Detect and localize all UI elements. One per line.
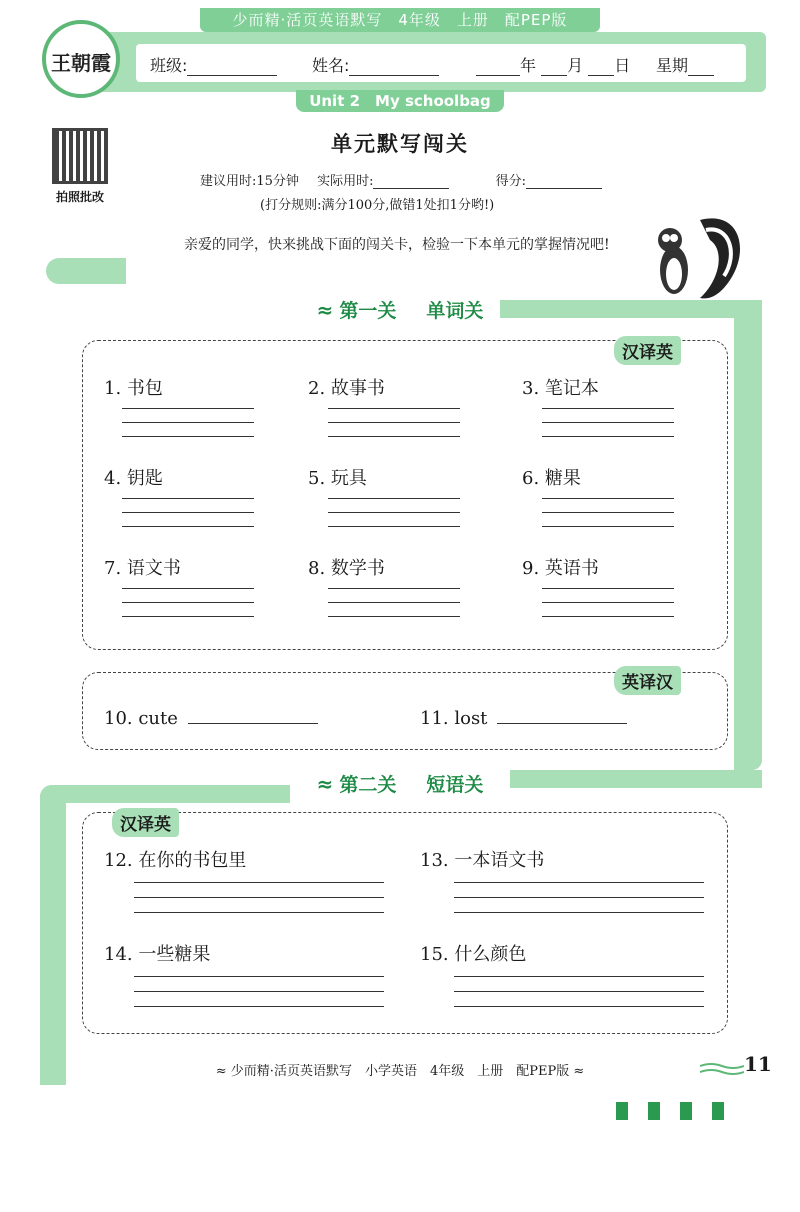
answer-lines[interactable] xyxy=(542,498,674,540)
list-item: 2. 故事书 xyxy=(308,378,385,399)
section2-name: 短语关 xyxy=(426,774,484,796)
name-field[interactable] xyxy=(312,53,439,76)
list-item: 1. 书包 xyxy=(104,378,163,399)
brand-logo xyxy=(42,20,120,98)
answer-lines[interactable] xyxy=(134,882,384,927)
answer-lines[interactable] xyxy=(454,976,704,1021)
year-label: 年 xyxy=(520,56,537,75)
tag-en-cn: 英译汉 xyxy=(614,666,681,695)
section1-level: 第一关 xyxy=(339,300,397,322)
weekday-field[interactable] xyxy=(656,53,714,76)
list-item: 15. 什么颜色 xyxy=(420,944,527,965)
tag-cn-en: 汉译英 xyxy=(112,808,179,837)
top-banner: 少而精·活页英语默写 4年级 上册 配PEP版 xyxy=(200,8,600,32)
list-item: 14. 一些糖果 xyxy=(104,944,211,965)
student-info-bar xyxy=(136,44,746,82)
qr-label: 拍照批改 xyxy=(55,190,104,204)
list-item: 3. 笔记本 xyxy=(522,378,599,399)
score-label: 得分: xyxy=(495,174,526,189)
wave-icon: ≈ xyxy=(316,298,334,322)
actual-time-field[interactable] xyxy=(373,188,449,189)
logo-text: 王朝霞 xyxy=(51,51,111,75)
decor-square xyxy=(680,1102,692,1120)
name-label: 姓名: xyxy=(312,56,350,75)
tag-cn-en: 汉译英 xyxy=(614,336,681,365)
frame-strip xyxy=(734,300,762,770)
wave-icon: ≈ xyxy=(316,772,334,796)
month-label: 月 xyxy=(567,56,584,75)
list-item xyxy=(420,706,627,729)
section2-title xyxy=(0,770,800,797)
answer-lines[interactable] xyxy=(454,882,704,927)
intro-text: 亲爱的同学，快来挑战下面的闯关卡，检验一下本单元的掌握情况吧! xyxy=(184,237,610,253)
list-item: 5. 玩具 xyxy=(308,468,367,489)
list-item: 13. 一本语文书 xyxy=(420,850,545,871)
section1-title xyxy=(0,296,800,323)
answer-lines[interactable] xyxy=(328,408,460,450)
decor-square xyxy=(712,1102,724,1120)
answer-lines[interactable] xyxy=(328,498,460,540)
answer-line[interactable] xyxy=(497,706,627,724)
answer-line[interactable] xyxy=(188,706,318,724)
scoring-rule: (打分规则:满分100分,做错1处扣1分哟!) xyxy=(260,198,495,213)
list-item: 7. 语文书 xyxy=(104,558,181,579)
wave-decoration-icon xyxy=(700,1062,744,1078)
item-text: 10. cute xyxy=(104,708,178,729)
date-field[interactable] xyxy=(476,53,630,76)
answer-lines[interactable] xyxy=(122,408,254,450)
suggested-time: 建议用时:15分钟 xyxy=(200,174,299,189)
frame-strip xyxy=(40,785,66,1085)
squirrel-icon xyxy=(640,210,750,310)
answer-lines[interactable] xyxy=(122,588,254,630)
actual-time-label: 实际用时: xyxy=(317,174,374,189)
decor-square xyxy=(648,1102,660,1120)
answer-lines[interactable] xyxy=(542,588,674,630)
list-item: 4. 钥匙 xyxy=(104,468,163,489)
answer-lines[interactable] xyxy=(134,976,384,1021)
item-text: 11. lost xyxy=(420,708,488,729)
list-item: 9. 英语书 xyxy=(522,558,599,579)
footer-text: ≈ 少而精·活页英语默写 小学英语 4年级 上册 配PEP版 ≈ xyxy=(215,1064,585,1079)
page-title: 单元默写闯关 xyxy=(331,132,469,156)
list-item: 8. 数学书 xyxy=(308,558,385,579)
decor-square xyxy=(616,1102,628,1120)
list-item xyxy=(104,706,318,729)
class-field[interactable] xyxy=(150,53,277,76)
answer-lines[interactable] xyxy=(542,408,674,450)
day-label: 日 xyxy=(614,56,631,75)
time-row xyxy=(200,170,602,189)
score-field[interactable] xyxy=(526,188,602,189)
answer-lines[interactable] xyxy=(122,498,254,540)
frame-strip xyxy=(46,258,126,284)
list-item: 6. 糖果 xyxy=(522,468,581,489)
unit-title: Unit 2 My schoolbag xyxy=(296,90,504,112)
class-label: 班级: xyxy=(150,56,188,75)
section1-name: 单词关 xyxy=(426,300,484,322)
section2-level: 第二关 xyxy=(339,774,397,796)
week-label: 星期 xyxy=(656,56,689,75)
answer-lines[interactable] xyxy=(328,588,460,630)
list-item: 12. 在你的书包里 xyxy=(104,850,247,871)
page-number: 11 xyxy=(744,1052,772,1076)
